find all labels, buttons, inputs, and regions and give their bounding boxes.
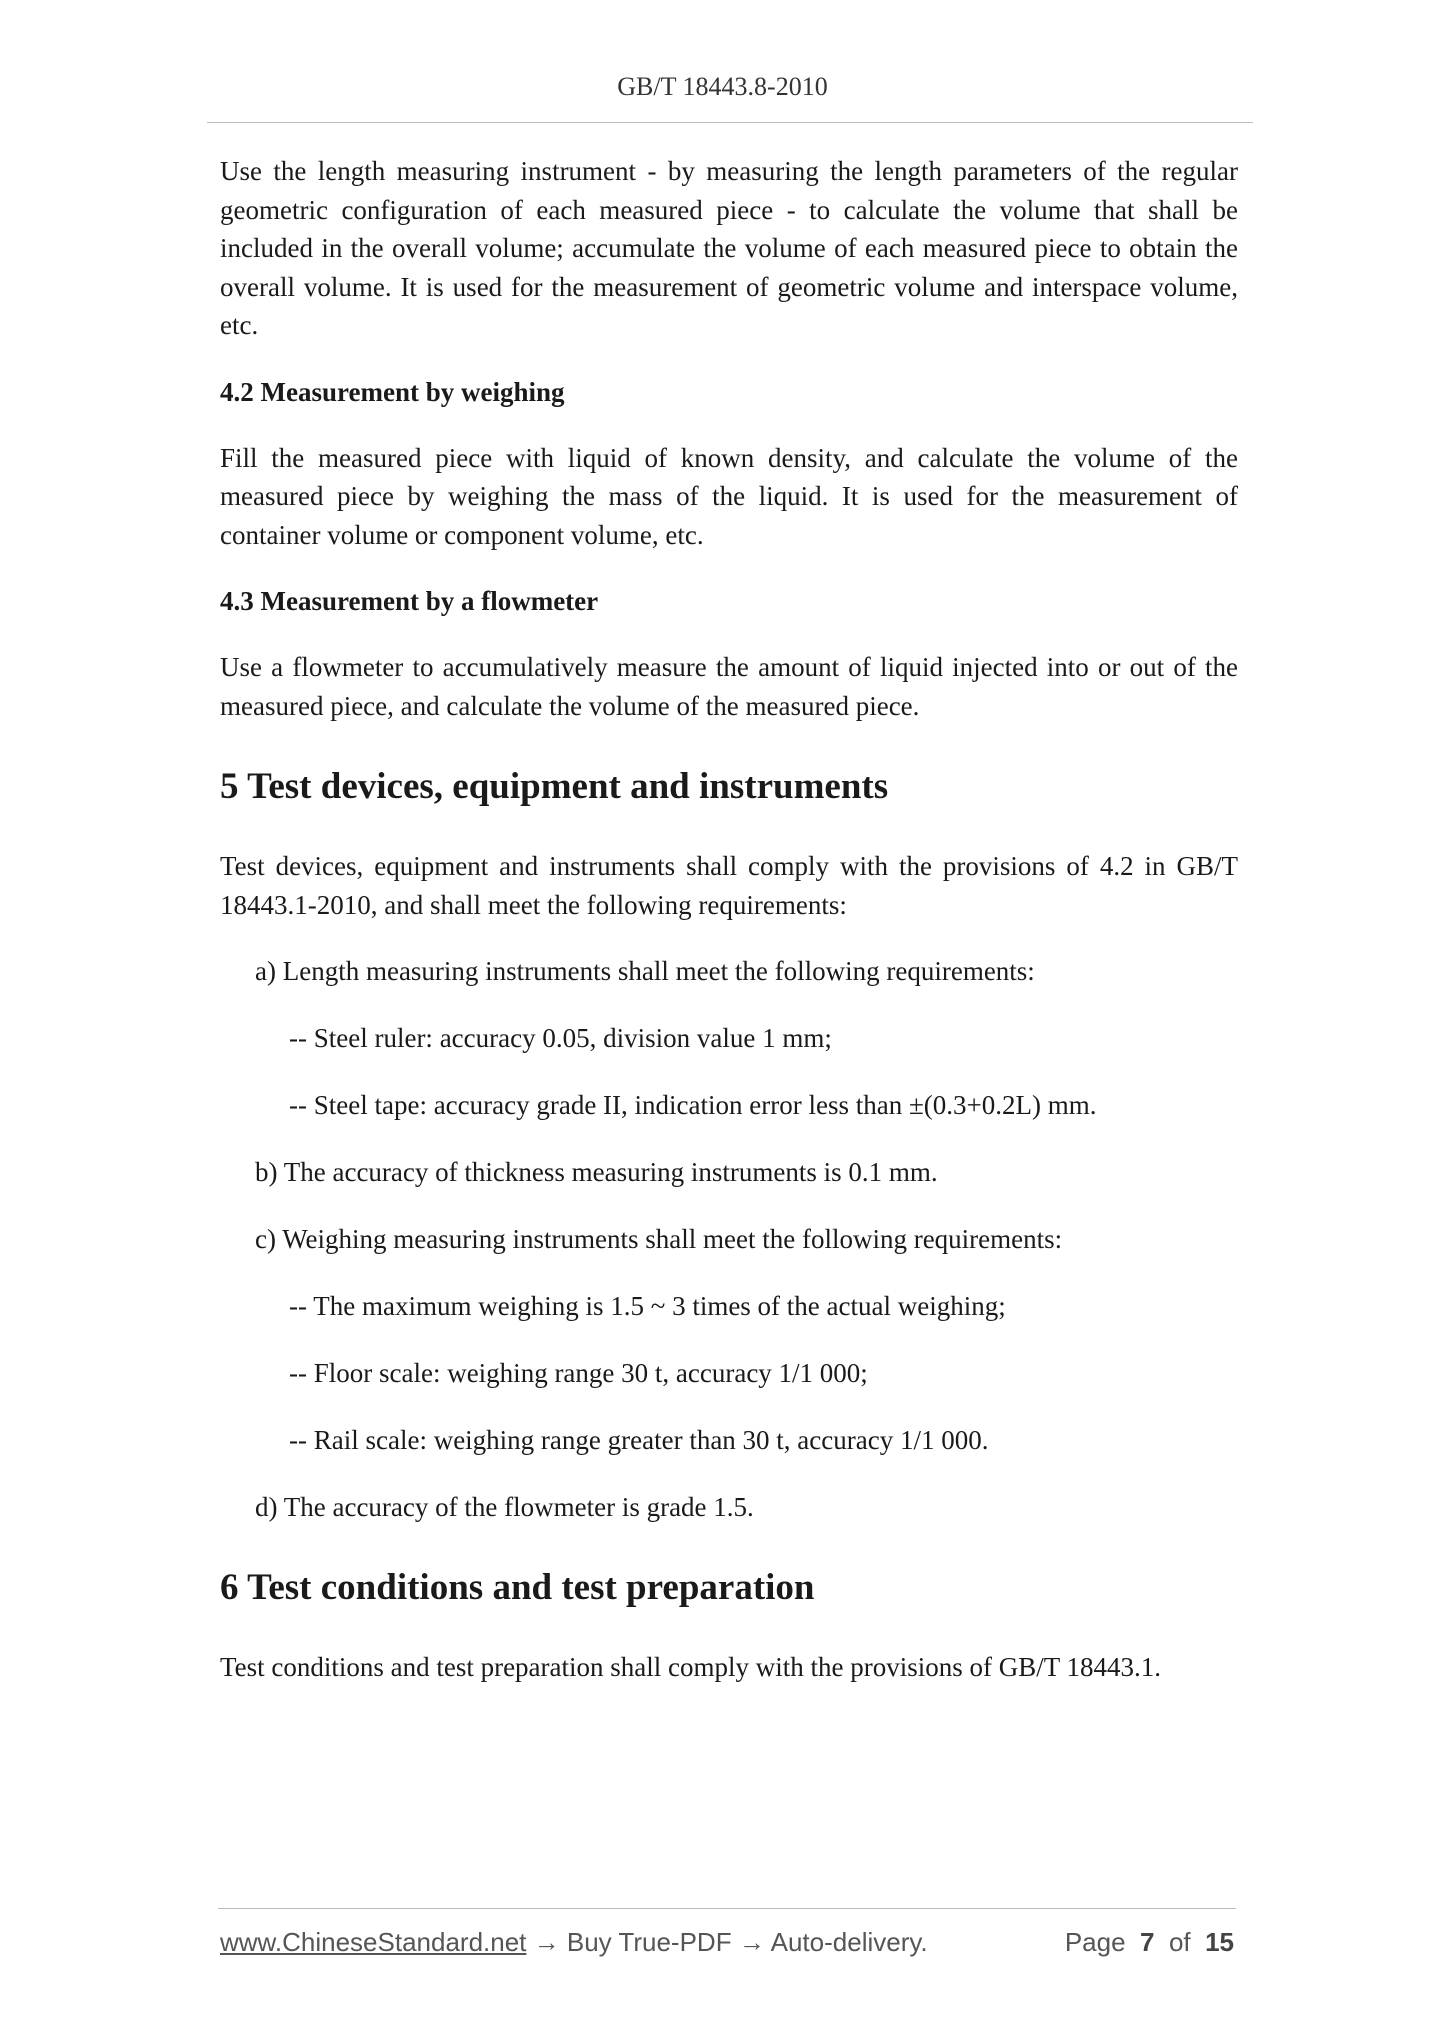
arrow-right-icon: → [738, 1927, 765, 1957]
list-item-d: d) The accuracy of the flowmeter is grade 1.5. [255, 1492, 754, 1522]
page-label: Page [1064, 1927, 1126, 1957]
of-label: of [1168, 1927, 1191, 1957]
arrow-right-icon: → [533, 1927, 560, 1957]
list-item-c-sub-3: -- Rail scale: weighing range greater than 30 t, accuracy 1/1 000. [289, 1425, 989, 1455]
current-page-number: 7 [1140, 1927, 1155, 1957]
total-pages-number: 15 [1205, 1927, 1234, 1957]
intro-paragraph: Use the length measuring instrument - by measuring the length parameters of the regular geometric configuration of each measured piece - to calculate the volume that shall be included in the overall volume; accumulate the volume of each measured piece to obtain the overall volume. It is used for the measurement of geometric volume and interspace volume, etc. [220, 156, 1238, 340]
page-indicator [1065, 1924, 1234, 1960]
section-5-intro: Test devices, equipment and instruments shall comply with the provisions of 4.2 in GB/T 18443.1-2010, and shall meet the following requirements: [220, 851, 1238, 920]
page-content [220, 152, 1238, 1687]
list-item-c-sub-2: -- Floor scale: weighing range 30 t, accuracy 1/1 000; [289, 1358, 868, 1388]
list-item-b: b) The accuracy of thickness measuring instruments is 0.1 mm. [255, 1157, 938, 1187]
section-6-heading: 6 Test conditions and test preparation [220, 1567, 815, 1608]
section-5-heading: 5 Test devices, equipment and instruments [220, 766, 889, 807]
list-item-c-sub-1: -- The maximum weighing is 1.5 ~ 3 times of the actual weighing; [289, 1291, 1006, 1321]
section-4-2-heading: 4.2 Measurement by weighing [220, 376, 565, 407]
list-item-a: a) Length measuring instruments shall meet the following requirements: [255, 956, 1035, 986]
list-item-c: c) Weighing measuring instruments shall meet the following requirements: [255, 1224, 1063, 1254]
footer-divider [218, 1908, 1236, 1909]
document-code-header: GB/T 18443.8-2010 [617, 72, 828, 101]
section-4-3-text: Use a flowmeter to accumulatively measure the amount of liquid injected into or out of the measured piece, and calculate the volume of the measured piece. [220, 652, 1238, 721]
footer-promo [220, 1924, 928, 1960]
buy-true-pdf-text: Buy True-PDF [566, 1927, 732, 1957]
list-item-a-sub-2: -- Steel tape: accuracy grade II, indication error less than ±(0.3+0.2L) mm. [289, 1090, 1097, 1120]
auto-delivery-text: Auto-delivery. [770, 1927, 928, 1957]
header-divider [207, 122, 1253, 123]
section-4-3-heading: 4.3 Measurement by a flowmeter [220, 586, 599, 616]
list-item-a-sub-1: -- Steel ruler: accuracy 0.05, division value 1 mm; [289, 1023, 832, 1053]
section-6-text: Test conditions and test preparation shall comply with the provisions of GB/T 18443.1. [220, 1652, 1161, 1682]
section-4-2-text: Fill the measured piece with liquid of known density, and calculate the volume of the measured piece by weighing the mass of the liquid. It is used for the measurement of container volume or component volume, etc. [220, 442, 1238, 550]
website-link[interactable]: www.ChineseStandard.net [220, 1927, 527, 1957]
